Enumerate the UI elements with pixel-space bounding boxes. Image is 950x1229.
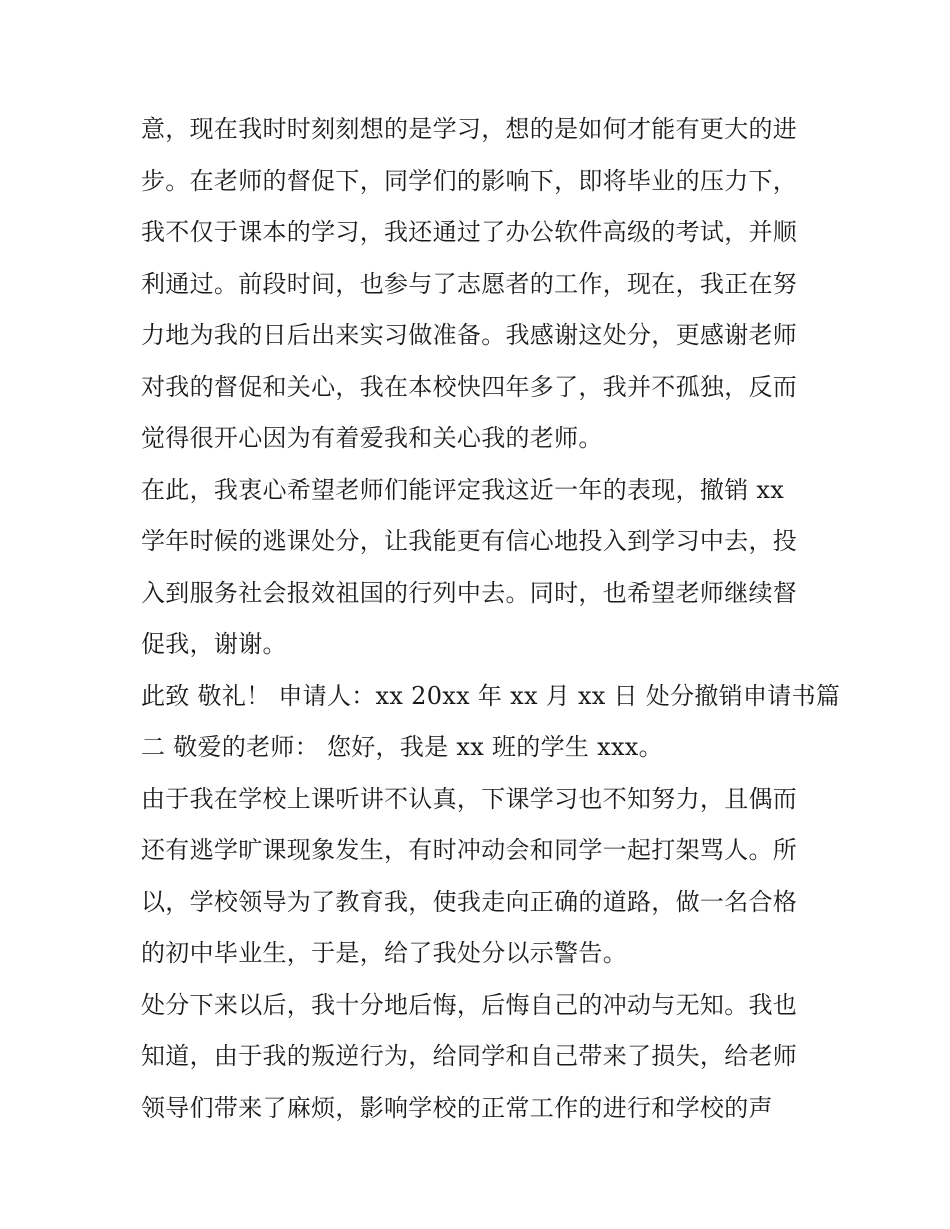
text-line: 在此，我衷心希望老师们能评定我这近一年的表现，撤销 xx <box>141 475 785 504</box>
text-line: 意，现在我时时刻刻想的是学习，想的是如何才能有更大的进 <box>141 115 798 143</box>
text-line: 步。在老师的督促下，同学们的影响下，即将毕业的压力下， <box>141 166 798 195</box>
text-line: 二 敬爱的老师： 您好，我是 xx 班的学生 xxx。 <box>141 733 663 761</box>
text-line: 对我的督促和关心，我在本校快四年多了，我并不孤独，反而 <box>141 372 798 401</box>
text-line: 此致 敬礼！ 申请人：xx 20xx 年 xx 月 xx 日 处分撤销申请书篇 <box>141 681 841 710</box>
text-line: 入到服务社会报效祖国的行列中去。同时，也希望老师继续督 <box>141 578 798 607</box>
text-line: 促我，谢谢。 <box>141 630 287 658</box>
text-line: 领导们带来了麻烦，影响学校的正常工作的进行和学校的声 <box>141 1093 773 1122</box>
text-line: 的初中毕业生，于是，给了我处分以示警告。 <box>141 939 627 967</box>
text-line: 处分下来以后，我十分地后悔，后悔自己的冲动与无知。我也 <box>141 990 798 1019</box>
text-line: 力地为我的日后出来实习做准备。我感谢这处分，更感谢老师 <box>141 321 798 349</box>
document-body <box>141 104 841 1134</box>
text-line: 我不仅于课本的学习，我还通过了办公软件高级的考试，并顺 <box>141 218 798 246</box>
text-line: 还有逃学旷课现象发生，有时冲动会和同学一起打架骂人。所 <box>141 836 798 864</box>
text-line: 知道，由于我的叛逆行为，给同学和自己带来了损失，给老师 <box>141 1042 798 1070</box>
text-line: 学年时候的逃课处分，让我能更有信心地投入到学习中去，投 <box>141 527 798 555</box>
text-line: 由于我在学校上课听讲不认真，下课学习也不知努力，且偶而 <box>141 784 798 813</box>
text-line: 利通过。前段时间，也参与了志愿者的工作，现在，我正在努 <box>141 269 798 298</box>
text-line: 以，学校领导为了教育我，使我走向正确的道路，做一名合格 <box>141 887 798 916</box>
text-line: 觉得很开心因为有着爱我和关心我的老师。 <box>141 424 603 452</box>
